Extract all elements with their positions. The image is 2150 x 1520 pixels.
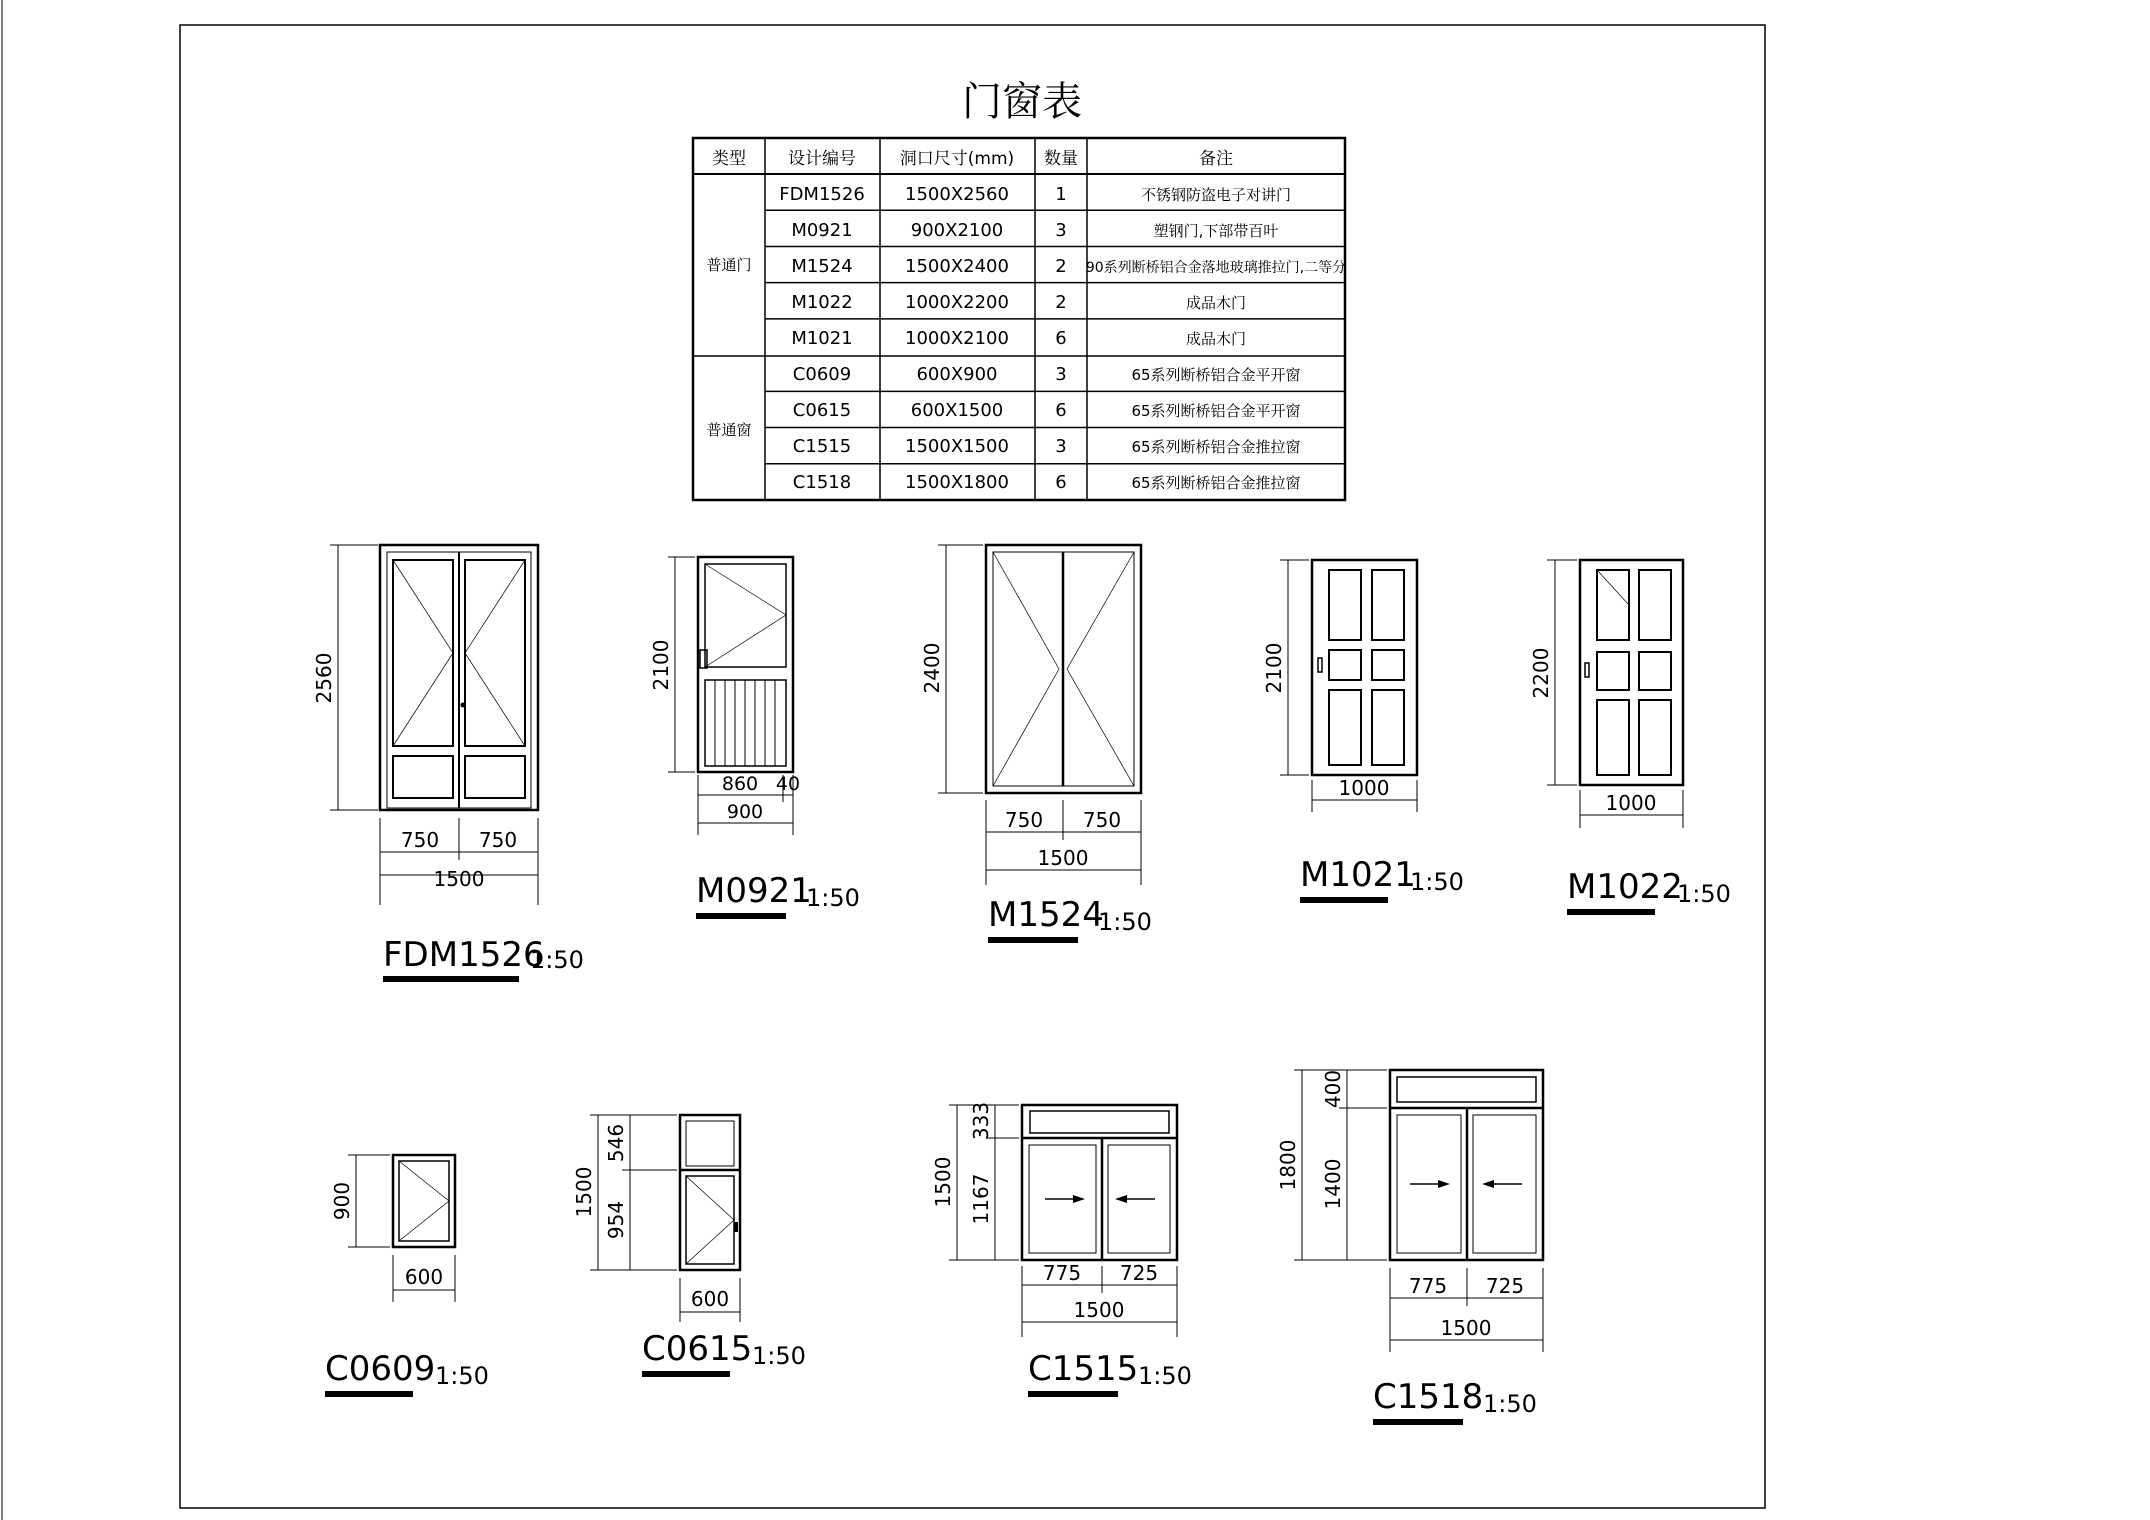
dim-height-label: 2560 (312, 652, 336, 704)
elevation-code: C1518 (1373, 1377, 1484, 1417)
page-title: 门窗表 (962, 79, 1082, 125)
scale-label: 1:50 (1410, 868, 1464, 896)
dim-height-label: 1400 (1321, 1158, 1345, 1210)
window-handle-icon (734, 1222, 738, 1232)
table-row (791, 292, 1246, 313)
table-row (793, 400, 1301, 421)
elevation-m1021 (1262, 560, 1464, 903)
swing-line (1067, 552, 1134, 786)
scale-label: 1:50 (435, 1362, 489, 1390)
title-underline (1373, 1419, 1463, 1425)
cell-qty: 6 (1055, 328, 1067, 349)
arrow-left-icon (1115, 1195, 1127, 1203)
cell-size: 600X900 (916, 364, 998, 385)
col-header-size: 洞口尺寸(mm) (899, 149, 1015, 169)
dim-height-label: 1800 (1276, 1139, 1300, 1191)
cell-qty: 1 (1055, 184, 1067, 205)
cell-size: 600X1500 (910, 400, 1004, 421)
glass-panel (705, 564, 786, 667)
dim-width-label: 1500 (1073, 1298, 1125, 1322)
door-handle-icon (1585, 663, 1589, 677)
scale-label: 1:50 (530, 946, 584, 974)
dim-width-label: 1000 (1338, 776, 1390, 800)
elevation-code: M1021 (1300, 855, 1416, 895)
fixed-pane (1397, 1077, 1536, 1102)
glass-panel (465, 560, 525, 746)
dim-height-label: 954 (604, 1200, 628, 1240)
scale-label: 1:50 (1483, 1390, 1537, 1418)
dim-width-label: 600 (404, 1265, 444, 1289)
door-panel (1372, 570, 1404, 640)
door-panel (1329, 570, 1361, 640)
swing-line (686, 1176, 734, 1264)
title-underline (988, 937, 1078, 943)
group-label-doors: 普通门 (706, 256, 752, 274)
window-sash (399, 1161, 449, 1241)
title-underline (1300, 897, 1388, 903)
elevation-m0921 (649, 557, 860, 919)
dim-height-label: 2100 (1262, 642, 1286, 694)
window-frame (1022, 1105, 1177, 1260)
dim-width-label: 40 (775, 773, 801, 795)
cell-qty: 2 (1055, 256, 1067, 277)
cell-qty: 6 (1055, 400, 1067, 421)
glass-panel (393, 560, 453, 746)
swing-line (393, 560, 453, 746)
swing-line (705, 564, 786, 667)
scale-label: 1:50 (752, 1342, 806, 1370)
swing-line (1597, 570, 1629, 605)
col-header-note: 备注 (1199, 149, 1233, 169)
dim-width-label: 1500 (1037, 846, 1089, 870)
scale-label: 1:50 (1677, 880, 1731, 908)
cell-qty: 6 (1055, 472, 1067, 493)
door-panel (1597, 700, 1629, 775)
scale-label: 1:50 (1098, 908, 1152, 936)
cell-code: C0609 (792, 364, 852, 385)
door-panel (1597, 570, 1629, 640)
cell-size: 1000X2100 (905, 328, 1009, 349)
door-panel (1329, 650, 1361, 680)
cell-note: 不锈钢防盗电子对讲门 (1140, 186, 1292, 204)
cell-size: 1500X1800 (905, 472, 1009, 493)
cell-note: 65系列断桥铝合金推拉窗 (1131, 438, 1301, 456)
title-underline (1028, 1391, 1118, 1397)
col-header-qty: 数量 (1044, 149, 1078, 169)
cell-qty: 3 (1055, 364, 1067, 385)
arrow-right-icon (1073, 1195, 1085, 1203)
dim-height-label: 333 (969, 1101, 993, 1141)
door-panel (1639, 652, 1671, 690)
title-underline (325, 1391, 413, 1397)
dim-width-label: 750 (478, 828, 518, 852)
elevation-code: M1524 (988, 895, 1104, 935)
elevation-code: FDM1526 (383, 935, 545, 975)
table-row (793, 436, 1301, 457)
lower-panel (465, 756, 525, 798)
fixed-pane (686, 1121, 734, 1166)
title-underline (383, 976, 519, 982)
title-underline (696, 913, 786, 919)
elevation-code: C0609 (325, 1349, 436, 1389)
door-panel (1639, 700, 1671, 775)
dim-height-label: 900 (330, 1181, 354, 1221)
cell-note: 成品木门 (1185, 330, 1247, 348)
cell-size: 1000X2200 (905, 292, 1009, 313)
cell-qty: 3 (1055, 220, 1067, 241)
elevation-fdm1526 (312, 545, 584, 982)
dim-width-label: 775 (1042, 1261, 1082, 1285)
col-header-type: 类型 (712, 149, 746, 169)
cell-code: C0615 (792, 400, 852, 421)
dim-width-label: 600 (690, 1287, 730, 1311)
elevation-m1022 (1529, 560, 1731, 915)
cell-note: 65系列断桥铝合金平开窗 (1131, 366, 1301, 384)
dim-height-label: 400 (1321, 1069, 1345, 1109)
cell-code: M0921 (791, 220, 853, 241)
door-window-schedule (693, 138, 1346, 500)
dim-width-label: 860 (721, 773, 759, 795)
door-panel (1639, 570, 1671, 640)
elevation-code: C1515 (1028, 1349, 1139, 1389)
door-handle-icon (1318, 658, 1322, 672)
elevation-c0609 (325, 1155, 489, 1397)
door-panel (1597, 652, 1629, 690)
elevation-c1515 (931, 1102, 1192, 1397)
dim-width-label: 775 (1408, 1274, 1448, 1298)
dim-width-label: 900 (726, 801, 764, 823)
cell-note: 成品木门 (1185, 294, 1247, 312)
elevation-m1524 (920, 545, 1152, 943)
cell-code: FDM1526 (779, 184, 865, 205)
table-row (791, 256, 1346, 277)
dim-height-label: 2200 (1529, 647, 1553, 699)
dim-height-label: 1500 (572, 1166, 596, 1218)
door-frame (1312, 560, 1417, 775)
arrow-left-icon (1482, 1180, 1494, 1188)
table-row (793, 364, 1301, 385)
table-row (793, 472, 1301, 493)
title-underline (1567, 909, 1655, 915)
cell-code: C1515 (792, 436, 852, 457)
swing-line (399, 1161, 449, 1241)
door-frame (1580, 560, 1683, 785)
dim-height-label: 2400 (920, 642, 944, 694)
cell-code: M1524 (791, 256, 853, 277)
elevation-code: C0615 (642, 1329, 753, 1369)
dim-height-label: 546 (604, 1123, 628, 1163)
cell-code: C1518 (792, 472, 852, 493)
dim-height-label: 1500 (931, 1156, 955, 1208)
door-panel (1372, 650, 1404, 680)
cell-qty: 3 (1055, 436, 1067, 457)
door-panel (1329, 690, 1361, 765)
door-panel (1372, 690, 1404, 765)
cell-note: 65系列断桥铝合金平开窗 (1131, 402, 1301, 420)
window-sash (686, 1176, 734, 1264)
table-row (791, 328, 1246, 349)
elevation-code: M1022 (1567, 867, 1683, 907)
swing-line (993, 552, 1059, 786)
swing-line (465, 560, 525, 746)
lower-panel (393, 756, 453, 798)
dim-width-label: 750 (400, 828, 440, 852)
dim-height-label: 1167 (969, 1173, 993, 1225)
fixed-pane (1030, 1111, 1169, 1133)
arrow-right-icon (1438, 1180, 1450, 1188)
door-handle-icon (461, 703, 466, 708)
dim-width-label: 750 (1082, 808, 1122, 832)
cell-note: 65系列断桥铝合金推拉窗 (1131, 474, 1301, 492)
cell-qty: 2 (1055, 292, 1067, 313)
scale-label: 1:50 (1138, 1362, 1192, 1390)
title-underline (642, 1371, 730, 1377)
window-frame (680, 1115, 740, 1270)
dim-width-label: 1500 (1440, 1316, 1492, 1340)
col-header-code: 设计编号 (788, 149, 856, 169)
cell-note: 90系列断桥铝合金落地玻璃推拉门,二等分 (1085, 260, 1347, 276)
cell-code: M1022 (791, 292, 853, 313)
dim-width-label: 1000 (1605, 791, 1657, 815)
cell-note: 塑钢门,下部带百叶 (1153, 222, 1279, 240)
window-frame (393, 1155, 455, 1247)
dim-width-label: 750 (1004, 808, 1044, 832)
cell-size: 1500X2400 (905, 256, 1009, 277)
elevation-c1518 (1276, 1070, 1543, 1425)
dim-height-label: 2100 (649, 639, 673, 691)
cell-size: 1500X1500 (905, 436, 1009, 457)
cell-size: 1500X2560 (905, 184, 1009, 205)
door-handle-icon (700, 650, 707, 668)
scale-label: 1:50 (806, 884, 860, 912)
elevation-code: M0921 (696, 871, 812, 911)
elevation-c0615 (572, 1115, 806, 1377)
cell-size: 900X2100 (910, 220, 1004, 241)
dim-width-label: 725 (1485, 1274, 1525, 1298)
dim-width-label: 1500 (433, 867, 485, 891)
group-label-windows: 普通窗 (706, 421, 752, 439)
dim-width-label: 725 (1119, 1261, 1159, 1285)
cell-code: M1021 (791, 328, 853, 349)
